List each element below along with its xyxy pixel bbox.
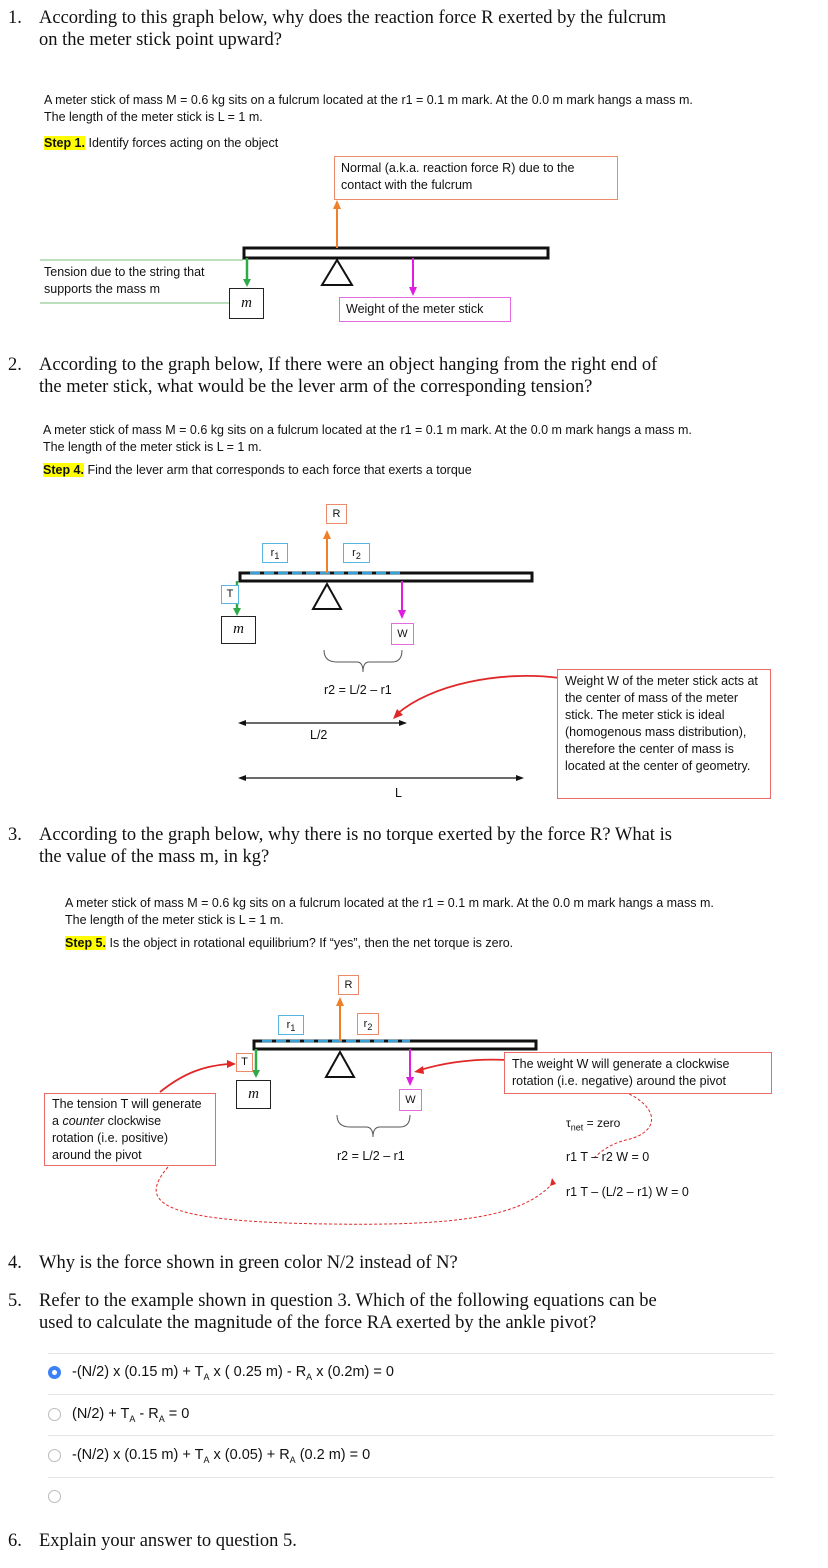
- tension-note-line-3: rotation (i.e. positive): [52, 1131, 169, 1145]
- R-label: R: [338, 975, 359, 995]
- reaction-arrowhead: [336, 997, 344, 1006]
- question-3-number: 3.: [8, 825, 22, 845]
- tension-label: Tension due to the string that supports the mass m: [44, 265, 205, 296]
- option-divider: [48, 1353, 774, 1354]
- W-label: W: [399, 1089, 422, 1111]
- option-2-sub-2: A: [158, 1413, 165, 1424]
- option-3-part-a: -(N/2) x (0.15 m) + T: [72, 1447, 204, 1463]
- option-4-radio[interactable]: [48, 1490, 61, 1503]
- weight-label: Weight of the meter stick: [339, 297, 511, 322]
- option-divider: [48, 1394, 774, 1395]
- tension-note-counter: counter: [62, 1114, 105, 1128]
- tension-rotation-note: [44, 1093, 216, 1166]
- r2-equation: r2 = L/2 – r1: [337, 1149, 405, 1163]
- hanging-mass: m: [236, 1080, 271, 1109]
- normal-force-label: Normal (a.k.a. reaction force R) due to the contact with the fulcrum: [334, 156, 618, 200]
- step-1-text: Identify forces acting on the object: [85, 136, 279, 150]
- figure-3-intro-line-1: A meter stick of mass M = 0.6 kg sits on a fulcrum located at the r1 = 0.1 m mark. At the 0.0 m mark hangs a mass m.: [65, 896, 714, 910]
- length-arrow-left: [238, 775, 246, 781]
- option-1-label: [72, 1364, 394, 1382]
- length-label: L: [395, 786, 402, 800]
- figure-1-intro-line-2: The length of the meter stick is L = 1 m.: [44, 110, 263, 124]
- R-label: R: [326, 504, 347, 524]
- r1-subscript: 1: [290, 1023, 296, 1034]
- step-4-text: Find the lever arm that corresponds to each force that exerts a torque: [84, 463, 472, 477]
- r2-label: [357, 1013, 379, 1035]
- option-1-part-c: x (0.2m) = 0: [312, 1364, 394, 1380]
- r1-subscript: 1: [274, 551, 280, 562]
- tension-note-prefix: a: [52, 1114, 63, 1128]
- W-label: W: [391, 623, 414, 645]
- option-3-radio[interactable]: [48, 1449, 61, 1462]
- option-1-sub-1: A: [203, 1371, 210, 1382]
- weight-arrowhead: [398, 610, 406, 619]
- tension-note-line-4: around the pivot: [52, 1148, 142, 1162]
- tension-note-line-2: [52, 1113, 208, 1130]
- half-length-arrow-left: [238, 720, 246, 726]
- net-torque-equation: [566, 1116, 620, 1132]
- T-label: T: [221, 585, 239, 604]
- r1-symbol: r: [286, 1019, 291, 1031]
- r2-label: [343, 543, 370, 563]
- question-4-number: 4.: [8, 1253, 22, 1273]
- option-divider: [48, 1435, 774, 1436]
- figure-2-step: [43, 462, 472, 479]
- pointer-curve: [397, 676, 560, 714]
- length-arrow-right: [516, 775, 524, 781]
- tension-pointer-curve: [160, 1064, 228, 1092]
- r2-symbol: r: [363, 1018, 368, 1030]
- figure-3-intro-line-2: The length of the meter stick is L = 1 m.: [65, 913, 284, 927]
- r2-brace: [337, 1115, 410, 1137]
- normal-force-arrowhead: [333, 200, 341, 209]
- option-1-radio-selected[interactable]: [48, 1366, 61, 1379]
- r2-subscript: 2: [355, 551, 361, 562]
- step-4-label: Step 4.: [43, 463, 84, 477]
- option-2-radio[interactable]: [48, 1408, 61, 1421]
- option-divider: [48, 1477, 774, 1478]
- loop-dashed-curve: [156, 1167, 550, 1224]
- center-of-mass-note: Weight W of the meter stick acts at the center of mass of the meter stick. The meter stick is ideal (homogenous mass distribution), therefore the center of mass is located at the center of geometry.: [557, 669, 771, 799]
- option-1-sub-2: A: [306, 1371, 313, 1382]
- option-3-sub-2: A: [289, 1454, 296, 1465]
- question-1-text: According to this graph below, why does the reaction force R exerted by the fulcrum on the meter stick point upward?: [39, 8, 667, 50]
- r2-subscript: 2: [367, 1022, 373, 1033]
- fulcrum-icon: [326, 1052, 354, 1077]
- question-5-text: Refer to the example shown in question 3. Which of the following equations can be used to calculate the magnitude of the force RA exerted by the ankle pivot?: [39, 1291, 657, 1333]
- r2-symbol: r: [352, 547, 356, 559]
- option-2[interactable]: [48, 1406, 189, 1424]
- meter-stick: [244, 248, 548, 258]
- option-2-part-a: (N/2) + T: [72, 1406, 130, 1422]
- tension-arrowhead: [243, 279, 251, 287]
- option-3-part-c: (0.2 m) = 0: [295, 1447, 371, 1463]
- dashed-arrowhead: [550, 1178, 556, 1186]
- tau-subscript: net: [570, 1122, 584, 1133]
- step-1-label: Step 1.: [44, 136, 85, 150]
- option-2-label: [72, 1406, 189, 1424]
- weight-pointer-curve: [420, 1060, 508, 1070]
- question-4-text: Why is the force shown in green color N/2 instead of N?: [39, 1253, 458, 1273]
- T-label: T: [236, 1053, 253, 1072]
- half-length-arrow-right: [399, 720, 407, 726]
- option-2-part-c: = 0: [164, 1406, 190, 1422]
- tension-note-line-1: The tension T will generate: [52, 1097, 202, 1111]
- question-3-text: According to the graph below, why there is no torque exerted by the force R? What is the value of the mass m, in kg?: [39, 825, 672, 867]
- r1-symbol: r: [270, 547, 275, 559]
- tau-equation-text: = zero: [583, 1116, 621, 1130]
- reaction-arrowhead: [323, 530, 331, 539]
- option-1-part-b: x ( 0.25 m) - R: [209, 1364, 307, 1380]
- figure-3-step: [65, 935, 513, 952]
- r1-label: [278, 1015, 304, 1035]
- question-6-number: 6.: [8, 1531, 22, 1551]
- weight-arrowhead: [409, 287, 417, 296]
- option-3[interactable]: [48, 1447, 370, 1465]
- figure-2-intro-line-1: A meter stick of mass M = 0.6 kg sits on a fulcrum located at the r1 = 0.1 m mark. At the 0.0 m mark hangs a mass m.: [43, 423, 692, 437]
- tension-pointer-arrowhead: [227, 1060, 236, 1068]
- option-3-sub-1: A: [203, 1454, 210, 1465]
- tau-symbol: τ: [566, 1116, 571, 1130]
- figure-1-intro-line-1: A meter stick of mass M = 0.6 kg sits on a fulcrum located at the r1 = 0.1 m mark. At the 0.0 m mark hangs a mass m.: [44, 93, 693, 107]
- hanging-mass: m: [221, 616, 256, 644]
- weight-arrowhead: [406, 1077, 414, 1086]
- torque-equation-2: r1 T – (L/2 – r1) W = 0: [566, 1185, 689, 1199]
- tension-arrowhead: [252, 1070, 260, 1078]
- tension-note-clockwise: clockwise: [104, 1114, 162, 1128]
- figure-2-intro-line-2: The length of the meter stick is L = 1 m.: [43, 440, 262, 454]
- torque-equation-1: r1 T – r2 W = 0: [566, 1150, 650, 1164]
- hanging-mass: m: [229, 288, 264, 319]
- step-5-text: Is the object in rotational equilibrium? If “yes”, then the net torque is zero.: [106, 936, 514, 950]
- question-5-number: 5.: [8, 1291, 22, 1311]
- question-6-text: Explain your answer to question 5.: [39, 1531, 297, 1551]
- weight-pointer-arrowhead: [414, 1066, 424, 1074]
- option-3-label: [72, 1447, 370, 1465]
- step-5-label: Step 5.: [65, 936, 106, 950]
- question-2-number: 2.: [8, 355, 22, 375]
- r1-label: [262, 543, 288, 563]
- fulcrum-icon: [313, 584, 341, 609]
- r2-brace: [324, 650, 402, 672]
- option-2-sub-1: A: [129, 1413, 136, 1424]
- option-4[interactable]: [48, 1490, 72, 1503]
- r2-equation: r2 = L/2 – r1: [324, 683, 392, 697]
- fulcrum-icon: [322, 260, 352, 285]
- option-1[interactable]: [48, 1364, 394, 1382]
- tension-arrowhead: [233, 608, 241, 616]
- option-1-part-a: -(N/2) x (0.15 m) + T: [72, 1364, 204, 1380]
- option-2-part-b: - R: [135, 1406, 159, 1422]
- option-3-part-b: x (0.05) + R: [209, 1447, 290, 1463]
- question-2-text: According to the graph below, If there were an object hanging from the right end of the meter stick, what would be the lever arm of the corresponding tension?: [39, 355, 658, 397]
- weight-rotation-note: The weight W will generate a clockwise rotation (i.e. negative) around the pivot: [504, 1052, 772, 1094]
- half-length-label: L/2: [310, 728, 328, 742]
- question-1-number: 1.: [8, 8, 22, 28]
